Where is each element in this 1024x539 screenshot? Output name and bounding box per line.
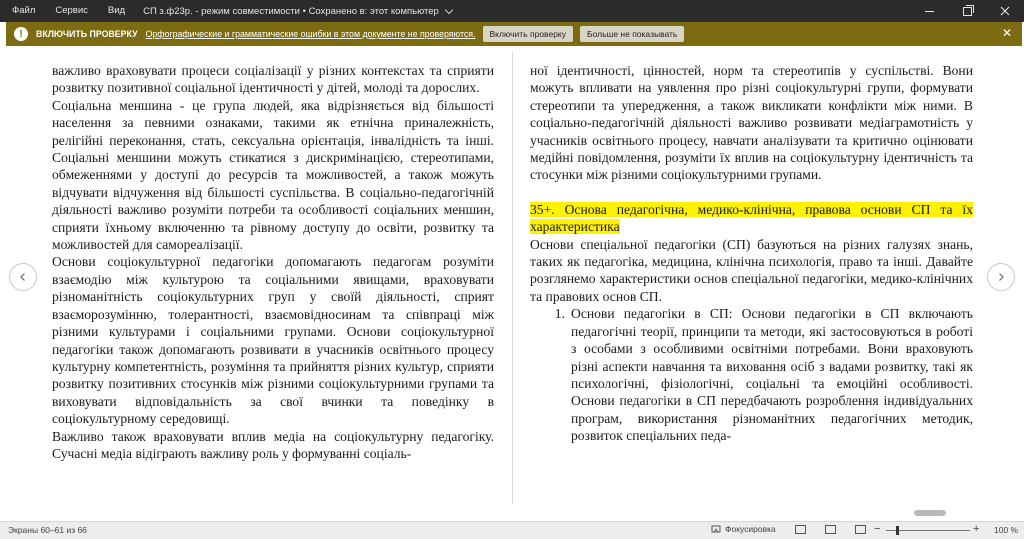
paragraph-gap <box>530 184 973 201</box>
left-paragraph: Основи соціокультурної педагогіки допомагають педагогам розуміти взаємодію між культурою та соціальними явищами, враховувати різноманітність соціокультурних груп у своїй діяльності, сприят взаєморозумінню, толерантності, взаємовідносинам та співпраці між різними культурами і соціальними групами. Основи соціокультурної педагогіки також допомагають розвивати в учасників освітнього процесу культурну компетентність, розуміння та прийняття різних культур, сприяти розвитку позитивних стосунків між різними соціокультурними групами та виховувати відповідальність за свої вчинки та поведінку в соціокультурному середовищі. <box>52 254 494 427</box>
page-divider <box>512 52 513 504</box>
left-page <box>52 62 494 462</box>
proofing-notification-bar <box>6 22 1022 46</box>
minimize-button[interactable] <box>910 0 948 22</box>
dont-show-again-button[interactable]: Больше не показывать <box>580 26 684 42</box>
highlighted-heading-text: 35+. Основа педагогічна, медико-клінічна, правова основи СП та їх характеристика <box>530 201 973 235</box>
title-bar <box>0 0 1024 22</box>
previous-page-button[interactable] <box>9 263 37 291</box>
right-intro-paragraph: ної ідентичності, цінностей, норм та стереотипів у суспільстві. Вони можуть впливати на уявлення про різні соціокультурні групи, формувати стереотипи та упередження, а також викликати конфлікти між ними. В соціально-педагогічній діяльності важливо розвивати медіаграмотність у учасників освітнього процесу, навчати аналізувати та критично оцінювати медійні повідомлення, розуміти їх вплив на соціокультурну ідентичність та стосунки між різними соціокультурними групами. <box>530 63 973 183</box>
close-notification-icon[interactable]: ✕ <box>1001 26 1012 40</box>
document-title-text: СП з.ф23р. - режим совместимости • Сохранено в: этот компьютер <box>143 5 439 17</box>
right-paragraph: Основи спеціальної педагогіки (СП) базуються на різних галузях знань, таких як педагогіка, медицина, клінічна психологія, право та інші. Давайте розглянемо характеристики основ спеціальної педагогіки, медико-клінічних та правових основ СП. <box>530 236 973 304</box>
chevron-left-icon <box>18 272 28 282</box>
list-number: 1. <box>554 306 565 322</box>
menu-view[interactable]: Вид <box>107 5 126 16</box>
chevron-down-icon[interactable] <box>445 5 453 13</box>
warning-icon: ! <box>14 27 28 41</box>
zoom-out-button[interactable]: − <box>874 523 881 535</box>
notification-heading: ВКЛЮЧИТЬ ПРОВЕРКУ <box>36 29 138 39</box>
chevron-right-icon <box>996 272 1006 282</box>
list-text: Основи педагогіки в СП: Основи педагогіки в СП включають педагогічні теорії, принципи та методи, які застосовуються в роботі з особами з особливими освітніми потребами. Вони враховують різні аспекти навчання та виховання осіб з вадами розвитку, такі як психологічні, фізіологічні, соціальні та емоційні особливості. Основи педагогіки в СП передбачають розроблення індивідуальних програм, використання різноманітних педагогічних методик, розвиток спеціальних педа- <box>571 306 973 444</box>
close-window-button[interactable] <box>986 0 1024 22</box>
notification-message-link[interactable]: Орфографические и грамматические ошибки в этом документе не проверяются. <box>145 29 476 39</box>
focus-icon <box>711 524 721 534</box>
restore-icon <box>963 7 972 16</box>
minimize-icon <box>925 11 934 12</box>
horizontal-scrollbar[interactable] <box>914 510 946 516</box>
read-mode-icon[interactable] <box>795 525 806 534</box>
section-heading <box>530 201 973 236</box>
zoom-slider-thumb[interactable] <box>896 526 899 535</box>
status-bar <box>0 521 1024 539</box>
restore-button[interactable] <box>948 0 986 22</box>
menu-tools[interactable]: Сервис <box>55 5 88 16</box>
focus-label: Фокусировка <box>725 524 776 534</box>
menu-file[interactable]: Файл <box>12 5 36 16</box>
left-paragraph: важливо враховувати процеси соціалізації у різних контекстах та сприяти розвитку позитивної соціальної ідентичності у дітей, молоді та дорослих. <box>52 63 494 96</box>
left-paragraph: Соціальна меншина - це група людей, яка відрізняється від більшості населення за певними ознаками, такими як етнічна приналежність, релігійні переконання, стать, сексуальна орієнтація, інвалідність та інші. Соціальні меншини можуть стикатися з дискримінацією, стереотипами, обмеженнями у доступі до ресурсів та можливостей, а також можуть відчувати відчуження від більшості суспільства. В соціально-педагогічній діяльності важливо розуміти потреби та особливості соціальних меншин, сприяти їхньому включенню та рівному доступу до освіти, розвитку та можливостей для самореалізації. <box>52 97 494 253</box>
enable-proofing-button[interactable]: Включить проверку <box>483 26 574 42</box>
zoom-in-button[interactable]: + <box>973 523 980 535</box>
right-page <box>530 62 973 445</box>
window-controls <box>910 0 1024 22</box>
next-page-button[interactable] <box>987 263 1015 291</box>
print-layout-icon[interactable] <box>825 525 836 534</box>
focus-mode-button[interactable] <box>711 524 776 534</box>
list-item <box>530 305 973 444</box>
left-paragraph: Важливо також враховувати вплив медіа на соціокультурну педагогіку. Сучасні медіа відіграють важливу роль у формуванні соціаль- <box>52 428 494 461</box>
document-title[interactable] <box>143 6 452 17</box>
close-icon <box>1000 6 1010 16</box>
page-count: Экраны 60–61 из 66 <box>8 525 87 535</box>
zoom-level[interactable]: 100 % <box>994 525 1019 535</box>
web-layout-icon[interactable] <box>855 525 866 534</box>
